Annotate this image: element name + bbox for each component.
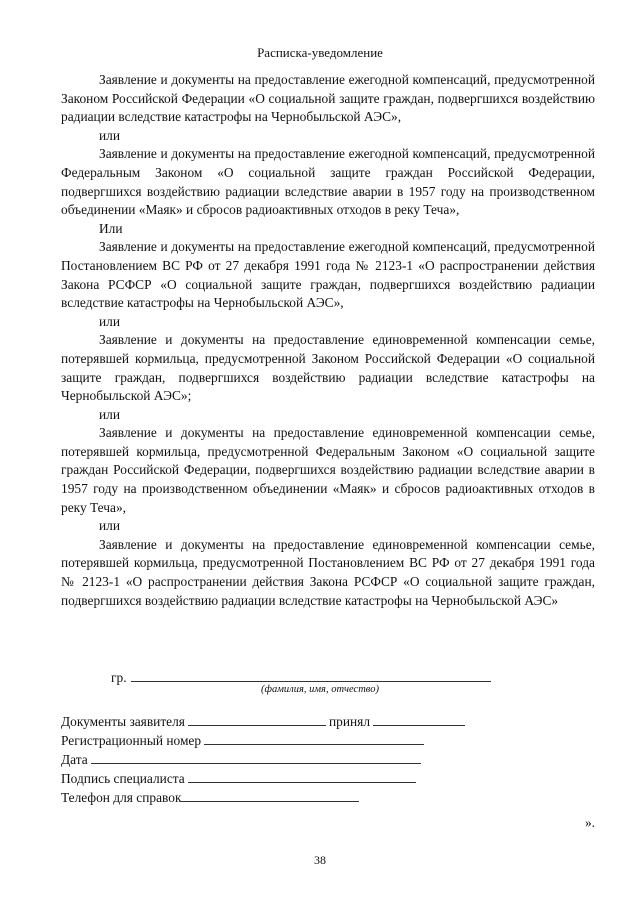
citizen-name-field[interactable]: [131, 669, 491, 682]
signature-field[interactable]: [188, 770, 416, 783]
signature-row: [61, 769, 561, 788]
paragraph-lump-sum-mayak: Заявление и документы на предоставление единовременной компенсации семье, потерявшей кормильца, предусмотренной Федеральным Законом «О социальной защите граждан Российской Федерации, подвергшихся воздействию радиации вследствие аварии в 1957 году на производственном объединении «Маяк» и сбросов радиоактивных отходов в реку Теча»,: [61, 425, 595, 515]
paragraph-annual-mayak: Заявление и документы на предоставление ежегодной компенсаций, предусмотренной Федеральным Законом «О социальной защите граждан Российской Федерации, подвергшихся воздействию радиации вследствие аварии в 1957 году на производственном объединении «Маяк» и сбросов радиоактивных отходов в реку Теча»,: [61, 146, 595, 218]
document-title: Расписка-уведомление: [257, 45, 383, 60]
or-separator: или: [99, 313, 121, 329]
documents-label: Документы заявителя: [61, 714, 185, 729]
citizen-name-hint: (фамилия, имя, отчество): [261, 684, 379, 695]
paragraph-annual-chernobyl: Заявление и документы на предоставление ежегодной компенсаций, предусмотренной Законом Российской Федерации «О социальной защите граждан, подвергшихся воздействию радиации вследствие катастрофы на Чернобыльской АЭС»,: [61, 72, 595, 125]
date-row: [61, 750, 561, 769]
or-separator: или: [99, 406, 121, 422]
paragraph-annual-resolution: Заявление и документы на предоставление ежегодной компенсаций, предусмотренной Постановлением ВС РФ от 27 декабря 1991 года № 2123-1 «О распространении действия Закона РСФСР «О социальной защите граждан, подвергшихся воздействию радиации вследствие катастрофы на Чернобыльской АЭС»,: [61, 239, 595, 311]
documents-row: [61, 712, 561, 731]
page-number: 38: [314, 853, 326, 867]
paragraph-lump-sum-resolution: Заявление и документы на предоставление единовременной компенсации семье, потерявшей кормильца, предусмотренной Постановлением ВС РФ от 27 декабря 1991 года № 2123-1 «О распространении действия Закона РСФСР «О социальной защите граждан, подвергшихся воздействию радиации вследствие катастрофы на Чернобыльской АЭС»: [61, 536, 595, 608]
reg-number-field[interactable]: [204, 732, 424, 745]
receipt-form: [61, 712, 561, 807]
or-separator: Или: [99, 220, 123, 236]
documents-field[interactable]: [188, 713, 326, 726]
citizen-prefix: гр.: [111, 670, 127, 685]
phone-row: [61, 788, 561, 807]
paragraph-lump-sum-chernobyl: Заявление и документы на предоставление единовременной компенсации семье, потерявшей кормильца, предусмотренной Законом Российской Федерации «О социальной защите граждан, подвергшихся воздействию радиации вследствие катастрофы на Чернобыльской АЭС»;: [61, 332, 595, 404]
date-field[interactable]: [91, 751, 421, 764]
signature-label: Подпись специалиста: [61, 771, 185, 786]
or-separator: или: [99, 127, 121, 143]
or-separator: или: [99, 518, 121, 534]
date-label: Дата: [61, 752, 88, 767]
document-body: [61, 71, 595, 610]
phone-label: Телефон для справок: [61, 790, 182, 805]
citizen-name-block: [111, 669, 511, 695]
closing-quote: ».: [584, 815, 595, 830]
reg-number-row: [61, 731, 561, 750]
accepted-by-field[interactable]: [373, 713, 465, 726]
reg-number-label: Регистрационный номер: [61, 733, 202, 748]
accepted-label: принял: [328, 714, 371, 729]
phone-field[interactable]: [181, 789, 359, 802]
